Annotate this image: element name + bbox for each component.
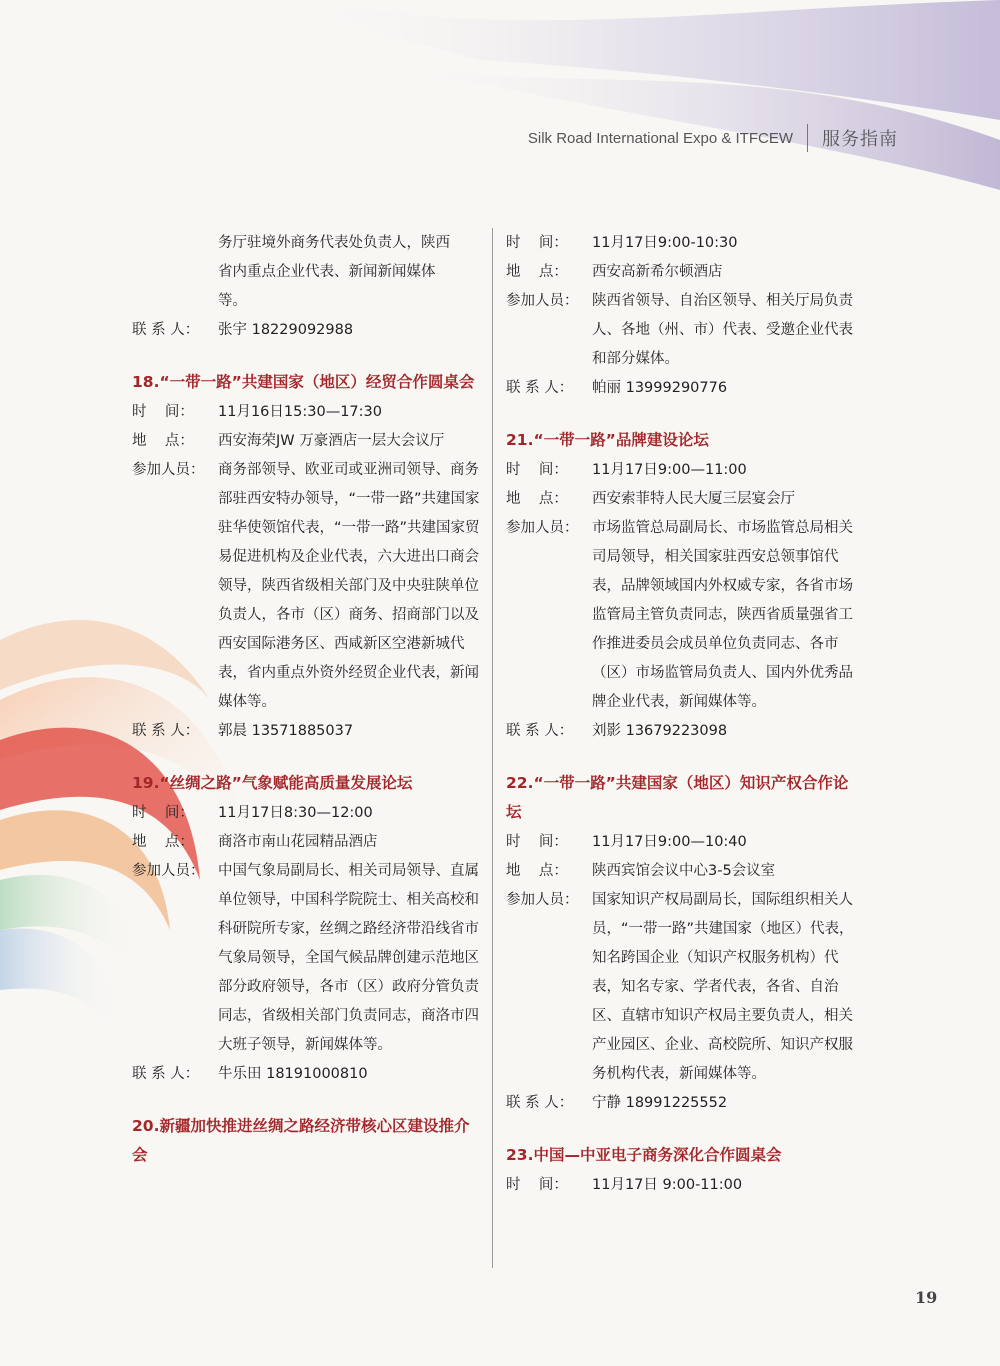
place-value: 陕西宾馆会议中心3-5会议室 bbox=[592, 863, 776, 879]
place-label: 地 点： bbox=[506, 863, 568, 879]
time-row bbox=[506, 1171, 858, 1200]
time-row bbox=[506, 229, 858, 258]
time-row bbox=[132, 398, 484, 427]
contact-row bbox=[132, 316, 484, 345]
contact-label: 联 系 人： bbox=[132, 1066, 200, 1082]
event-title: 20.新疆加快推进丝绸之路经济带核心区建设推介会 bbox=[132, 1117, 470, 1164]
time-value: 11月17日 9:00-11:00 bbox=[592, 1177, 743, 1193]
contact-label: 联 系 人： bbox=[132, 322, 200, 338]
continuation-line: 等。 bbox=[218, 293, 247, 309]
participants-row bbox=[132, 857, 484, 1060]
contact-value: 帕丽 13999290776 bbox=[592, 380, 728, 396]
participants-label: 参加人员： bbox=[132, 462, 205, 478]
participants-value: 中国气象局副局长、相关司局领导、直属单位领导，中国科学院院士、相关高校和科研院所专家，丝绸之路经济带沿线省市气象局领导，全国气候品牌创建示范地区部分政府领导，各市（区）政府分管负责同志，省级相关部门负责同志，商洛市四大班子领导，新闻媒体等。 bbox=[218, 863, 479, 1053]
header-chinese-title: 服务指南 bbox=[822, 129, 898, 150]
contact-value: 郭晨 13571885037 bbox=[218, 723, 354, 739]
header-separator bbox=[807, 124, 808, 152]
contact-row bbox=[506, 1089, 858, 1118]
place-label: 地 点： bbox=[132, 433, 194, 449]
time-label: 时 间： bbox=[132, 404, 194, 420]
participants-label: 参加人员： bbox=[506, 892, 579, 908]
contact-value: 牛乐田 18191000810 bbox=[218, 1066, 368, 1082]
time-value: 11月17日9:00-10:30 bbox=[592, 235, 738, 251]
place-value: 西安高新希尔顿酒店 bbox=[592, 264, 723, 280]
column-divider bbox=[492, 228, 493, 1268]
participants-value: 市场监管总局副局长、市场监管总局相关司局领导，相关国家驻西安总领事馆代表，品牌领域国内外权威专家，各省市场监管局主管负责同志，陕西省质量强省工作推进委员会成员单位负责同志、各市（区）市场监管局负责人、国内外优秀品牌企业代表，新闻媒体等。 bbox=[592, 520, 853, 710]
contact-value: 张宇 18229092988 bbox=[218, 322, 354, 338]
time-row bbox=[506, 828, 858, 857]
time-label: 时 间： bbox=[506, 834, 568, 850]
contact-value: 刘影 13679223098 bbox=[592, 723, 728, 739]
place-label: 地 点： bbox=[506, 491, 568, 507]
participants-row bbox=[506, 886, 858, 1089]
place-row bbox=[506, 857, 858, 886]
page-number: 19 bbox=[915, 1288, 938, 1307]
time-label: 时 间： bbox=[506, 462, 568, 478]
participants-value: 陕西省领导、自治区领导、相关厅局负责人、各地（州、市）代表、受邀企业代表和部分媒体。 bbox=[592, 293, 853, 367]
participants-row bbox=[506, 514, 858, 717]
time-label: 时 间： bbox=[132, 805, 194, 821]
contact-row bbox=[506, 717, 858, 746]
participants-row bbox=[132, 456, 484, 717]
event-title: 19.“丝绸之路”气象赋能高质量发展论坛 bbox=[132, 774, 413, 792]
time-label: 时 间： bbox=[506, 235, 568, 251]
page-header bbox=[528, 124, 898, 152]
event-title: 23.中国—中亚电子商务深化合作圆桌会 bbox=[506, 1146, 782, 1164]
event-title: 22.“一带一路”共建国家（地区）知识产权合作论坛 bbox=[506, 774, 849, 821]
contact-row bbox=[132, 1060, 484, 1089]
right-column bbox=[506, 229, 858, 1200]
place-row bbox=[132, 828, 484, 857]
participants-row bbox=[506, 287, 858, 374]
place-row bbox=[506, 258, 858, 287]
time-row bbox=[506, 456, 858, 485]
time-row bbox=[132, 799, 484, 828]
time-label: 时 间： bbox=[506, 1177, 568, 1193]
place-label: 地 点： bbox=[132, 834, 194, 850]
continuation-line: 省内重点企业代表、新闻新闻媒体 bbox=[218, 264, 436, 280]
place-row bbox=[506, 485, 858, 514]
place-label: 地 点： bbox=[506, 264, 568, 280]
time-value: 11月17日8:30—12:00 bbox=[218, 805, 373, 821]
contact-label: 联 系 人： bbox=[506, 723, 574, 739]
contact-row bbox=[506, 374, 858, 403]
continuation-line: 务厅驻境外商务代表处负责人，陕西 bbox=[218, 235, 450, 251]
event-title: 18.“一带一路”共建国家（地区）经贸合作圆桌会 bbox=[132, 373, 475, 391]
header-english-title: Silk Road International Expo & ITFCEW bbox=[527, 129, 793, 147]
participants-value: 国家知识产权局副局长，国际组织相关人员，“一带一路”共建国家（地区）代表，知名跨国企业（知识产权服务机构）代表，知名专家、学者代表，各省、自治区、直辖市知识产权局主要负责人，相关产业园区、企业、高校院所、知识产权服务机构代表，新闻媒体等。 bbox=[592, 892, 854, 1082]
contact-row bbox=[132, 717, 484, 746]
participants-label: 参加人员： bbox=[506, 293, 579, 309]
place-value: 商洛市南山花园精品酒店 bbox=[218, 834, 378, 850]
place-row bbox=[132, 427, 484, 456]
contact-label: 联 系 人： bbox=[132, 723, 200, 739]
time-value: 11月17日9:00—11:00 bbox=[592, 462, 747, 478]
time-value: 11月17日9:00—10:40 bbox=[592, 834, 747, 850]
time-value: 11月16日15:30—17:30 bbox=[218, 404, 382, 420]
place-value: 西安海荣JW 万豪酒店一层大会议厅 bbox=[218, 433, 445, 449]
contact-label: 联 系 人： bbox=[506, 380, 574, 396]
participants-label: 参加人员： bbox=[132, 863, 205, 879]
contact-value: 宁静 18991225552 bbox=[592, 1095, 728, 1111]
participants-label: 参加人员： bbox=[506, 520, 579, 536]
contact-label: 联 系 人： bbox=[506, 1095, 574, 1111]
participants-value: 商务部领导、欧亚司或亚洲司领导、商务部驻西安特办领导，“一带一路”共建国家驻华使领馆代表，“一带一路”共建国家贸易促进机构及企业代表，六大进出口商会领导，陕西省级相关部门及中央驻陕单位负责人，各市（区）商务、招商部门以及西安国际港务区、西咸新区空港新城代表，省内重点外资外经贸企业代表，新闻媒体等。 bbox=[218, 462, 480, 710]
place-value: 西安索菲特人民大厦三层宴会厅 bbox=[592, 491, 795, 507]
left-column bbox=[132, 229, 484, 1171]
event-title: 21.“一带一路”品牌建设论坛 bbox=[506, 431, 709, 449]
